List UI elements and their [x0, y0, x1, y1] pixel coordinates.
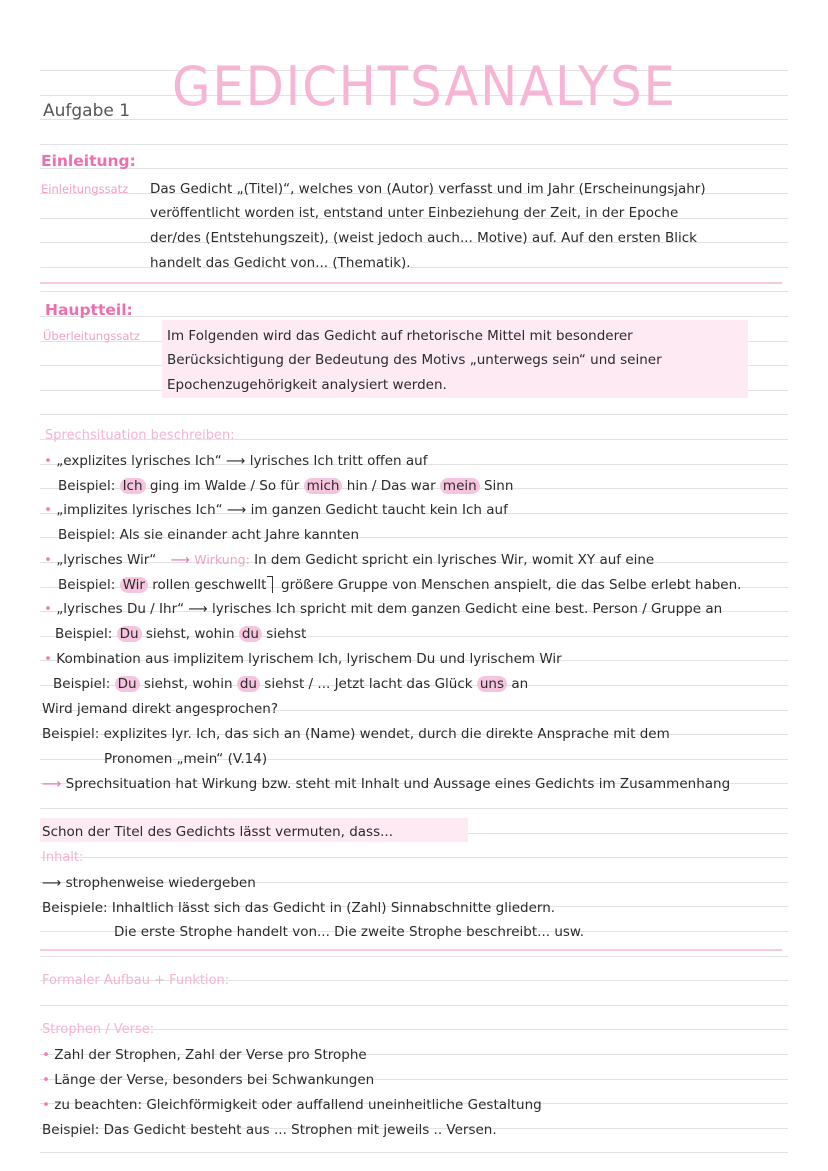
bullet-dot: •: [44, 651, 57, 667]
arrow-icon: ⟶: [170, 552, 190, 568]
highlight-word: uns: [477, 676, 507, 692]
einleitung-line-1: Das Gedicht „(Titel)“, welches von (Autor) verfasst und im Jahr (Erscheinungsjahr): [150, 181, 706, 197]
ruled-line: [40, 291, 788, 292]
ruled-line: [40, 956, 788, 957]
formaler-aufbau-heading: Formaler Aufbau + Funktion:: [42, 973, 230, 988]
example-text: rollen geschwellt: [152, 577, 267, 593]
example-text: hin / Das war: [346, 478, 436, 494]
du-term: „lyrisches Du / Ihr“: [56, 601, 185, 617]
ruled-line: [40, 808, 788, 809]
divider-inhalt: [40, 949, 782, 951]
sprechsituation-conclusion: [42, 775, 730, 793]
implizit-desc: ⟶ im ganzen Gedicht taucht kein Ich auf: [226, 502, 508, 518]
bullet-dot: •: [44, 453, 57, 469]
hauptteil-line-1: Im Folgenden wird das Gedicht auf rhetorische Mittel mit besonderer: [167, 328, 633, 344]
einleitung-line-3: der/des (Entstehungszeit), (weist jedoch auch... Motive) auf. Auf den ersten Blick: [150, 230, 698, 246]
question-example-2: Pronomen „mein“ (V.14): [104, 751, 268, 767]
sprechsituation-heading: Sprechsituation beschreiben:: [45, 428, 235, 443]
einleitung-line-4: handelt das Gedicht von... (Thematik).: [150, 255, 411, 271]
einleitung-line-2: veröffentlicht worden ist, entstand unter Einbeziehung der Zeit, in der Epoche: [150, 205, 679, 221]
bullet-wir: [44, 551, 654, 569]
bullet-dot: •: [42, 1047, 55, 1063]
ruled-line: [40, 1152, 788, 1153]
example-text: siehst, wohin: [143, 676, 233, 692]
example-kombination: [53, 675, 528, 693]
bullet-implizit: [44, 501, 508, 519]
task-label: Aufgabe 1: [43, 101, 131, 121]
bullet-explizit: [44, 452, 427, 470]
bullet-dot: •: [42, 1072, 55, 1088]
example-text: siehst: [266, 626, 307, 642]
highlight-word: mich: [304, 478, 343, 494]
hauptteil-line-3: Epochenzugehörigkeit analysiert werden.: [167, 377, 447, 393]
bullet-dot: •: [44, 552, 57, 568]
bullet-dot: •: [44, 601, 57, 617]
strophen-example: Beispiel: Das Gedicht besteht aus ... Strophen mit jeweils .. Versen.: [42, 1122, 497, 1138]
arrow-icon: ⟶: [42, 776, 62, 792]
conclusion-text: Sprechsituation hat Wirkung bzw. steht mit Inhalt und Aussage eines Gedichts im Zusammenhang: [65, 776, 731, 792]
strophen-bullet-text: zu beachten: Gleichförmigkeit oder auffallend uneinheitliche Gestaltung: [54, 1097, 542, 1113]
inhalt-line-1: ⟶ strophenweise wiedergeben: [42, 875, 256, 891]
example-text: siehst / ... Jetzt lacht das Glück: [264, 676, 473, 692]
explizit-desc: ⟶ lyrisches Ich tritt offen auf: [226, 453, 428, 469]
ruled-line: [40, 857, 788, 858]
ueberleitungssatz-label: Überleitungssatz: [43, 329, 140, 343]
highlight-word: du: [237, 676, 260, 692]
example-label: Beispiel:: [55, 626, 113, 642]
inhalt-line-3: Die erste Strophe handelt von... Die zweite Strophe beschreibt... usw.: [114, 924, 585, 940]
ruled-line: [40, 316, 788, 317]
inhalt-line-2: Beispiele: Inhaltlich lässt sich das Gedicht in (Zahl) Sinnabschnitte gliedern.: [42, 900, 556, 916]
ruled-line: [40, 119, 788, 120]
example-label: Beispiel:: [58, 478, 116, 494]
example-wir: [58, 576, 741, 594]
explizit-term: „explizites lyrisches Ich“: [56, 453, 222, 469]
inhalt-heading: Inhalt:: [42, 850, 84, 865]
inhalt-intro: Schon der Titel des Gedichts lässt vermuten, dass...: [42, 824, 393, 840]
strophen-bullet-text: Zahl der Strophen, Zahl der Verse pro Strophe: [54, 1047, 367, 1063]
page-title: GEDICHTSANALYSE: [172, 55, 677, 118]
ruled-line: [40, 144, 788, 145]
highlight-word: mein: [440, 478, 480, 494]
example-implizit: Beispiel: Als sie einander acht Jahre kannten: [58, 527, 360, 543]
hauptteil-heading: Hauptteil:: [45, 301, 133, 319]
example-text: ging im Walde / So für: [149, 478, 300, 494]
ruled-line: [40, 414, 788, 415]
strophen-bullet-1: [42, 1046, 367, 1064]
example-label: Beispiel:: [58, 577, 116, 593]
kombination-text: Kombination aus implizitem lyrischem Ich, lyrischem Du und lyrischem Wir: [56, 651, 562, 667]
wir-desc-continued: größere Gruppe von Menschen anspielt, die das Selbe erlebt haben.: [281, 577, 742, 593]
hauptteil-line-2: Berücksichtigung der Bedeutung des Motivs „unterwegs sein“ und seiner: [167, 352, 662, 368]
divider-einleitung: [40, 282, 782, 284]
example-text: Sinn: [483, 478, 514, 494]
wir-desc: In dem Gedicht spricht ein lyrisches Wir, womit XY auf eine: [254, 552, 655, 568]
bracket-mark: [267, 576, 272, 593]
highlight-word: Du: [117, 626, 142, 642]
strophen-bullet-3: [42, 1096, 542, 1114]
wirkung-label: Wirkung:: [194, 552, 250, 567]
example-du: [55, 625, 306, 643]
einleitung-heading: Einleitung:: [41, 152, 136, 170]
example-label: Beispiel:: [53, 676, 111, 692]
question-example-1: Beispiel: explizites lyr. Ich, das sich an (Name) wendet, durch die direkte Ansprache mit dem: [42, 726, 670, 742]
example-explizit: [58, 477, 513, 495]
highlight-word: Wir: [120, 577, 148, 593]
bullet-kombination: [44, 650, 562, 668]
highlight-word: Du: [115, 676, 140, 692]
bullet-dot: •: [42, 1097, 55, 1113]
highlight-word: Ich: [120, 478, 146, 494]
du-desc: ⟶ lyrisches Ich spricht mit dem ganzen Gedicht eine best. Person / Gruppe an: [188, 601, 723, 617]
ruled-line: [40, 1005, 788, 1006]
wir-term: „lyrisches Wir“: [56, 552, 157, 568]
strophen-heading: Strophen / Verse:: [42, 1022, 155, 1037]
ruled-line: [40, 168, 788, 169]
bullet-du: [44, 600, 722, 618]
implizit-term: „implizites lyrisches Ich“: [56, 502, 223, 518]
highlight-word: du: [239, 626, 262, 642]
example-text: siehst, wohin: [145, 626, 235, 642]
example-text: an: [511, 676, 529, 692]
bullet-dot: •: [44, 502, 57, 518]
question-angesprochen: Wird jemand direkt angesprochen?: [42, 701, 278, 717]
strophen-bullet-text: Länge der Verse, besonders bei Schwankungen: [54, 1072, 375, 1088]
strophen-bullet-2: [42, 1071, 374, 1089]
einleitungssatz-label: Einleitungssatz: [41, 182, 129, 196]
